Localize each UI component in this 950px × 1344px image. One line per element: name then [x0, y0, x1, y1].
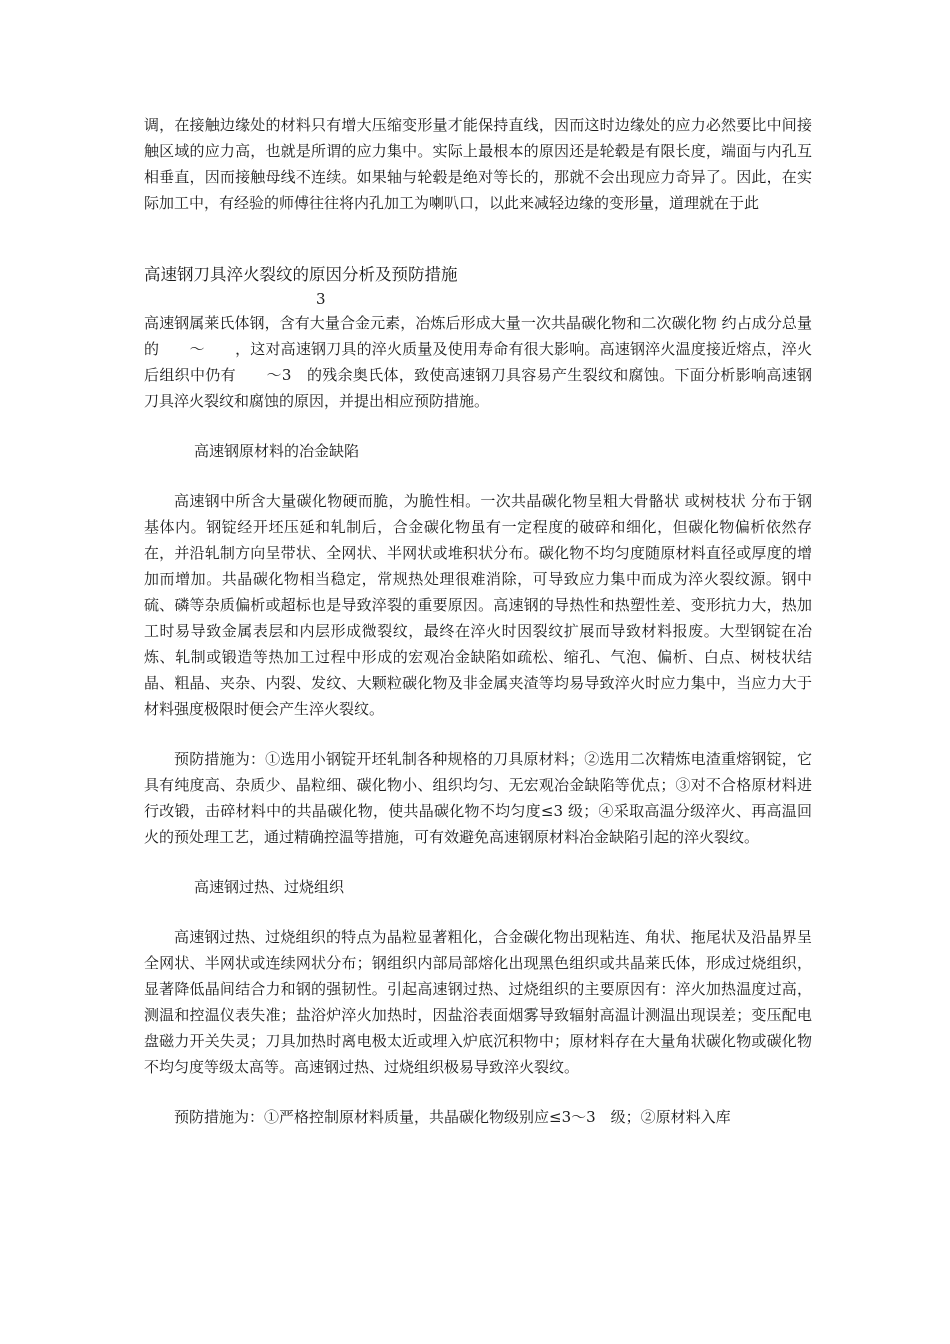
spacer — [144, 414, 812, 438]
body-paragraph-defects: 高速钢中所含大量碳化物硬而脆，为脆性相。一次共晶碳化物呈粗大骨骼状 或树枝状 分布于钢基体内。钢锭经开坯压延和轧制后，合金碳化物虽有一定程度的破碎和细化，但碳化物偏析依然存在，并沿轧制方向呈带状、全网状、半网状或堆积状分布。碳化物不均匀度随原材料直径或厚度的增加而增加。共晶碳化物相当稳定，常规热处理很难消除，可导致应力集中而成为淬火裂纹源。钢中硫、磷等杂质偏析或超标也是导致淬裂的重要原因。高速钢的导热性和热塑性差、变形抗力大，热加工时易导致金属表层和内层形成微裂纹，最终在淬火时因裂纹扩展而导致材料报废。大型钢锭在冶炼、轧制或锻造等热加工过程中形成的宏观冶金缺陷如疏松、缩孔、气泡、偏析、白点、树枝状结晶、粗晶、夹杂、内裂、发纹、大颗粒碳化物及非金属夹渣等均易导致淬火时应力集中，当应力大于材料强度极限时便会产生淬火裂纹。 — [144, 492, 812, 718]
spacer — [144, 1080, 812, 1104]
section-heading-metallurgical-defects: 高速钢原材料的冶金缺陷 — [194, 442, 360, 460]
prevention-paragraph-overheating: 预防措施为：①严格控制原材料质量，共晶碳化物级别应≤3～3 级；②原材料入库 — [174, 1108, 731, 1126]
article-title: 高速钢刀具淬火裂纹的原因分析及预防措施 — [144, 265, 458, 284]
spacer — [144, 216, 812, 262]
lead-paragraph: 高速钢属莱氏体钢，含有大量合金元素，冶炼后形成大量一次共晶碳化物和二次碳化物 约占成分总量的 ～ ，这对高速钢刀具的淬火质量及使用寿命有很大影响。高速钢淬火温度接近熔点，淬火后组织中仍有 ～3 的残余奥氏体，致使高速钢刀具容易产生裂纹和腐蚀。下面分析影响高速钢刀具淬火裂纹和腐蚀的原因，并提出相应预防措施。 — [144, 314, 812, 410]
article-title-superscript: 3 — [316, 290, 326, 308]
spacer — [144, 722, 812, 746]
spacer — [144, 464, 812, 488]
spacer — [144, 900, 812, 924]
spacer — [144, 850, 812, 874]
section-heading-overheating: 高速钢过热、过烧组织 — [194, 878, 345, 896]
prevention-paragraph-defects: 预防措施为：①选用小钢锭开坯轧制各种规格的刀具原材料；②选用二次精炼电渣重熔钢锭，它具有纯度高、杂质少、晶粒细、碳化物小、组织均匀、无宏观冶金缺陷等优点；③对不合格原材料进行改锻，击碎材料中的共晶碳化物，使共晶碳化物不均匀度≤3 级；④采取高温分级淬火、再高温回火的预处理工艺，通过精确控温等措施，可有效避免高速钢原材料冶金缺陷引起的淬火裂纹。 — [144, 750, 812, 846]
document-page — [144, 112, 812, 1130]
body-paragraph-overheating: 高速钢过热、过烧组织的特点为晶粒显著粗化，合金碳化物出现粘连、角状、拖尾状及沿晶界呈全网状、半网状或连续网状分布；钢组织内部局部熔化出现黑色组织或共晶莱氏体，形成过烧组织，显著降低晶间结合力和钢的强韧性。引起高速钢过热、过烧组织的主要原因有：淬火加热温度过高，测温和控温仪表失准；盐浴炉淬火加热时，因盐浴表面烟雾导致辐射高温计测温出现误差；变压配电盘磁力开关失灵；刀具加热时离电极太近或埋入炉底沉积物中；原材料存在大量角状碳化物或碳化物不均匀度等级太高等。高速钢过热、过烧组织极易导致淬火裂纹。 — [144, 928, 812, 1076]
intro-paragraph: 调，在接触边缘处的材料只有增大压缩变形量才能保持直线，因而这时边缘处的应力必然要比中间接触区域的应力高，也就是所谓的应力集中。实际上最根本的原因还是轮毂是有限长度，端面与内孔互相垂直，因而接触母线不连续。如果轴与轮毂是绝对等长的，那就不会出现应力奇异了。因此，在实际加工中，有经验的师傅往往将内孔加工为喇叭口，以此来减轻边缘的变形量，道理就在于此 — [144, 116, 812, 212]
